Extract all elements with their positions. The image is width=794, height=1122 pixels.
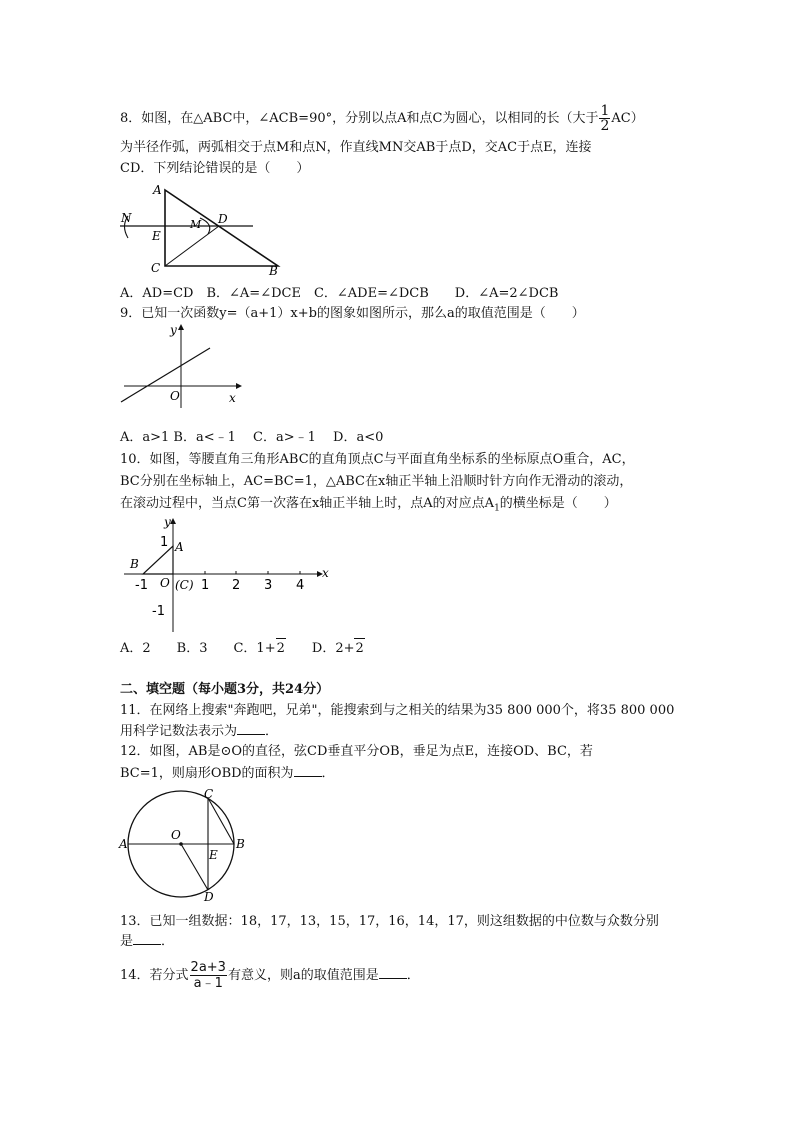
q9-label-o: O xyxy=(170,389,180,403)
q8-label-a: A xyxy=(153,183,162,197)
q10-line3-a: 在滚动过程中，当点C第一次落在x轴正半轴上时，点A的对应点A xyxy=(120,496,495,511)
q10-opt-c-root: 2 xyxy=(276,638,286,659)
q12-line2-text: BC=1，则扇形OBD的面积为 xyxy=(120,766,294,781)
q10-label-neg1y: -1 xyxy=(152,604,165,619)
q10-opt-a: A．2 B．3 C．1+ xyxy=(120,641,276,656)
q12-label-b: B xyxy=(236,837,245,851)
q14-post: 有意义，则a的取值范围是 xyxy=(227,968,379,983)
q10-opt-d: D．2+ xyxy=(285,641,355,656)
q8-line1 xyxy=(120,104,644,133)
q8-text-b: AC） xyxy=(611,111,644,126)
q8-label-d: D xyxy=(218,212,228,226)
q10-label-a: A xyxy=(175,540,184,554)
q14-answer-blank xyxy=(379,978,407,979)
q12-center-dot xyxy=(179,842,183,846)
q9-graph-line xyxy=(121,348,210,402)
q10-label-b: B xyxy=(130,557,139,571)
q11-line2: 用科学记数法表示为 ． xyxy=(120,724,279,739)
q10-label-t2: 2 xyxy=(232,578,241,593)
q8-fraction xyxy=(599,104,610,133)
q8-line2: 为半径作弧，两弧相交于点M和点N，作直线MN交AB于点D，交AC于点E，连接 xyxy=(120,140,592,155)
q8-text-a: 8．如图，在△ABC中，∠ACB=90°，分别以点A和点C为圆心，以相同的长（大于 xyxy=(120,111,599,126)
q8-figure xyxy=(118,182,288,277)
q10-options xyxy=(120,638,365,659)
q11-line2-text: 用科学记数法表示为 xyxy=(120,724,238,739)
q13-line2-text: 是 xyxy=(120,934,134,949)
q12-line1: 12．如图，AB是⊙O的直径，弦CD垂直平分OB，垂足为点E，连接OD、BC，若 xyxy=(120,744,593,759)
q12-label-a: A xyxy=(119,837,128,851)
q13-line2: 是 ． xyxy=(120,934,175,949)
q12-segment-cb xyxy=(208,798,234,844)
q8-segment-cd xyxy=(165,226,219,266)
q10-y-arrow xyxy=(170,518,176,524)
q12-answer-blank xyxy=(294,776,322,777)
q10-label-c: (C) xyxy=(175,578,194,592)
q8-triangle xyxy=(165,190,278,266)
q10-label-o: O xyxy=(160,576,170,590)
q9-line1: 9．已知一次函数y=（a+1）x+b的图象如图所示，那么a的取值范围是（ ） xyxy=(120,306,585,321)
q9-x-arrow xyxy=(236,383,242,389)
q10-label-neg1x: -1 xyxy=(135,578,148,593)
q10-line3-b: 的横坐标是（ ） xyxy=(499,496,617,511)
q10-label-y: y xyxy=(164,515,171,529)
q8-label-m: M xyxy=(190,218,202,231)
q9-label-x: x xyxy=(229,391,236,405)
q12-label-d: D xyxy=(204,890,214,902)
q9-figure xyxy=(118,322,248,410)
q12-segment-od xyxy=(181,844,208,890)
q8-options: A．AD=CD B．∠A=∠DCE C．∠ADE=∠DCB D．∠A=2∠DCB xyxy=(120,286,559,301)
q10-line3-sub: 1 xyxy=(494,503,500,514)
q10-line2: BC分别在坐标轴上，AC=BC=1，△ABC在x轴正半轴上沿顺时针方向作无滑动的滚动， xyxy=(120,474,633,489)
q8-label-b: B xyxy=(269,264,278,277)
q14-frac-den: a﹣1 xyxy=(193,976,223,991)
q8-frac-den: 2 xyxy=(600,118,610,134)
q9-label-y: y xyxy=(170,323,177,337)
q8-label-e: E xyxy=(152,229,161,243)
q14-line: 14．若分式 $\frac{2a+3}{a﹣1}$ 有意义，则a的取值范围是 ． xyxy=(120,960,420,991)
q10-label-x: x xyxy=(322,566,329,580)
q12-label-e: E xyxy=(209,848,218,862)
q8-label-n: N xyxy=(121,211,132,225)
q12-label-o: O xyxy=(171,828,181,842)
q12-label-c: C xyxy=(204,787,214,801)
q13-answer-blank xyxy=(133,944,161,945)
q14-fraction xyxy=(190,960,227,991)
q14-frac-num: 2a+3 xyxy=(190,960,226,975)
q10-triangle xyxy=(143,546,173,574)
q10-label-t3: 3 xyxy=(264,578,273,593)
q8-line3: CD．下列结论错误的是（ ） xyxy=(120,161,310,176)
q14-pre: 14．若分式 xyxy=(120,968,189,983)
q10-label-t4: 4 xyxy=(296,578,305,593)
q12-figure xyxy=(118,786,258,902)
q10-label-one: 1 xyxy=(160,535,169,550)
q11-line1: 11．在网络上搜索"奔跑吧，兄弟"，能搜索到与之相关的结果为35 800 000个，将35 800 000 xyxy=(120,703,675,718)
q11-answer-blank xyxy=(237,734,265,735)
q8-label-c: C xyxy=(151,261,161,275)
q10-line1: 10．如图，等腰直角三角形ABC的直角顶点C与平面直角坐标系的坐标原点O重合，AC， xyxy=(120,452,635,467)
q13-line1: 13．已知一组数据：18，17，13，15，17，16，14，17，则这组数据的中位数与众数分别 xyxy=(120,914,659,929)
section2-title: 二、填空题（每小题3分，共24分） xyxy=(120,682,330,697)
q8-frac-num: 1 xyxy=(600,103,610,119)
q10-opt-d-root: 2 xyxy=(354,638,364,659)
q9-options: A．a>1 B．a<﹣1 C．a>﹣1 D．a<0 xyxy=(120,430,384,445)
q10-label-t1: 1 xyxy=(201,578,210,593)
q10-figure xyxy=(118,514,333,634)
q9-y-arrow xyxy=(178,324,184,330)
q12-line2: BC=1，则扇形OBD的面积为 ． xyxy=(120,766,335,781)
